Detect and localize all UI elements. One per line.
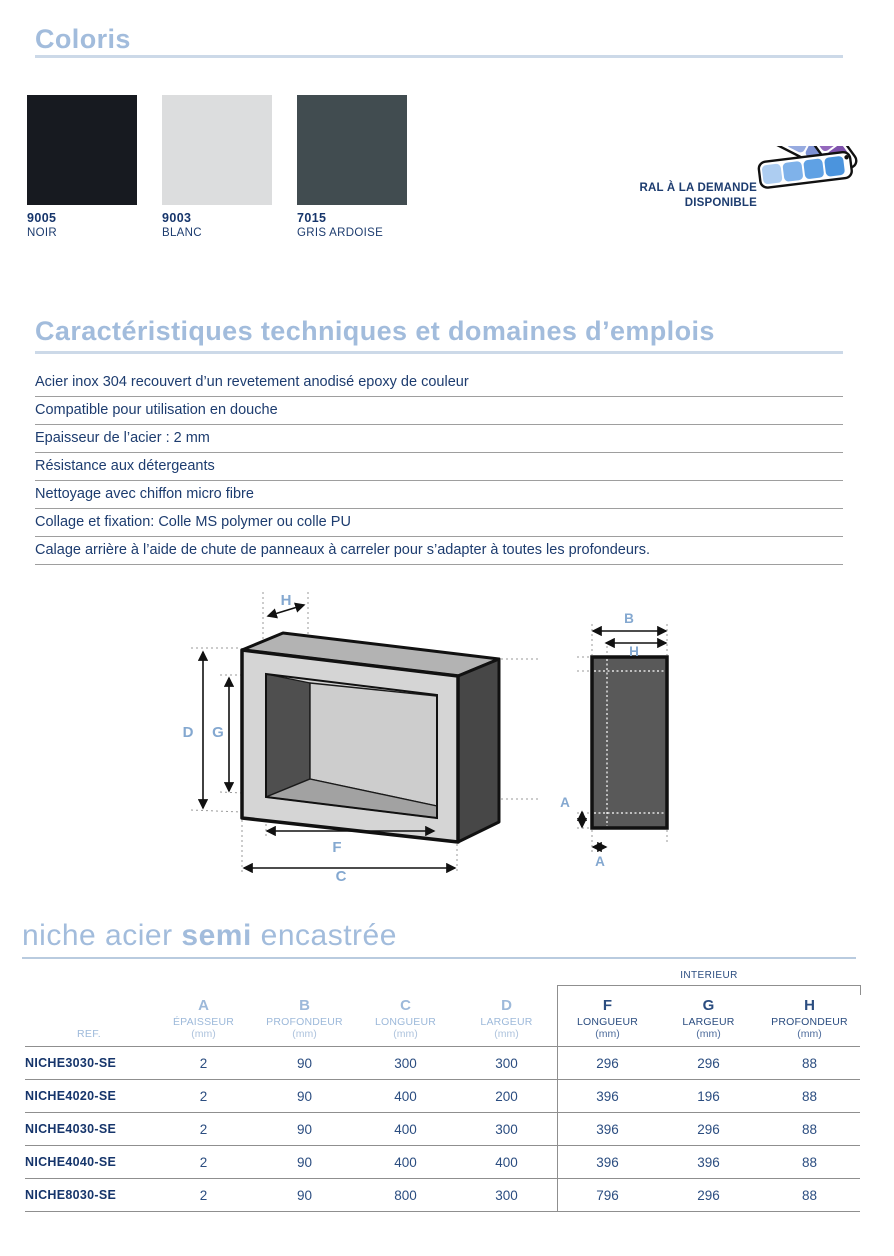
ral-note <box>639 181 757 210</box>
column-unit: (mm) <box>191 1028 216 1040</box>
column-header-a <box>153 988 254 1047</box>
color-name: BLANC <box>162 227 202 239</box>
column-header-c <box>355 988 456 1047</box>
color-fan-icon <box>757 146 862 246</box>
value-cell: 200 <box>456 1080 557 1113</box>
color-swatches <box>27 95 407 239</box>
dimensions-table <box>25 988 860 1212</box>
value-cell: 90 <box>254 1080 355 1113</box>
product-title-bold: semi <box>181 919 252 952</box>
value-cell: 296 <box>658 1113 759 1146</box>
dimension-label-c: C <box>335 868 347 885</box>
dimension-label-a-left: A <box>560 795 570 810</box>
column-letter: D <box>501 997 512 1014</box>
value-cell: 396 <box>557 1080 658 1113</box>
value-cell: 800 <box>355 1179 456 1212</box>
value-cell: 296 <box>658 1179 759 1212</box>
column-header-f <box>557 988 658 1047</box>
table-row <box>25 1113 860 1146</box>
color-swatch <box>297 95 407 239</box>
dimension-label-a-bottom: A <box>595 854 605 869</box>
column-letter: A <box>198 997 209 1014</box>
column-name: PROFONDEUR <box>266 1016 343 1028</box>
column-header-b <box>254 988 355 1047</box>
niche-3d-diagram <box>150 585 550 885</box>
feature-item: Collage et fixation: Colle MS polymer ou colle PU <box>35 509 843 537</box>
product-title-start: niche acier <box>22 919 182 952</box>
dimension-label-b: B <box>624 611 634 626</box>
column-letter: C <box>400 997 411 1014</box>
value-cell: 300 <box>456 1113 557 1146</box>
feature-item: Résistance aux détergeants <box>35 453 843 481</box>
value-cell: 88 <box>759 1080 860 1113</box>
color-code: 7015 <box>297 211 327 225</box>
color-swatch <box>27 95 137 239</box>
feature-item: Compatible pour utilisation en douche <box>35 397 843 425</box>
dimension-label-h-side: H <box>629 644 639 659</box>
value-cell: 90 <box>254 1047 355 1080</box>
product-title-end: encastrée <box>251 919 397 952</box>
value-cell: 396 <box>658 1146 759 1179</box>
value-cell: 90 <box>254 1179 355 1212</box>
column-name: LONGUEUR <box>576 1016 639 1028</box>
column-letter: H <box>804 997 815 1014</box>
value-cell: 88 <box>759 1047 860 1080</box>
dimension-label-f: F <box>332 839 342 856</box>
column-unit: (mm) <box>797 1028 822 1040</box>
ral-note-line1: RAL À LA DEMANDE <box>639 182 757 194</box>
ref-column-header: REF. <box>25 988 153 1047</box>
interior-group-label: INTERIEUR <box>680 970 738 981</box>
value-cell: 400 <box>355 1080 456 1113</box>
value-cell: 400 <box>355 1146 456 1179</box>
value-cell: 2 <box>153 1179 254 1212</box>
column-name: LARGEUR <box>480 1016 533 1028</box>
column-unit: (mm) <box>696 1028 721 1040</box>
column-letter: B <box>299 997 310 1014</box>
ral-note-line2: DISPONIBLE <box>684 196 757 209</box>
value-cell: 796 <box>557 1179 658 1212</box>
value-cell: 396 <box>557 1146 658 1179</box>
value-cell: 400 <box>355 1113 456 1146</box>
dimension-label-h: H <box>280 592 292 609</box>
color-box-7015 <box>297 95 407 205</box>
value-cell: 2 <box>153 1047 254 1080</box>
color-box-9003 <box>162 95 272 205</box>
value-cell: 196 <box>658 1080 759 1113</box>
column-name: PROFONDEUR <box>771 1016 848 1028</box>
value-cell: 90 <box>254 1113 355 1146</box>
column-unit: (mm) <box>393 1028 418 1040</box>
feature-item: Calage arrière à l’aide de chute de panneaux à carreler pour s’adapter à toutes les profondeurs. <box>35 537 843 565</box>
feature-item: Acier inox 304 recouvert d’un revetement anodisé epoxy de couleur <box>35 369 843 397</box>
feature-item: Nettoyage avec chiffon micro fibre <box>35 481 843 509</box>
value-cell: 300 <box>456 1047 557 1080</box>
coloris-heading: Coloris <box>35 24 843 58</box>
table-header-row <box>25 988 860 1047</box>
table-row <box>25 1080 860 1113</box>
column-name: LONGUEUR <box>374 1016 437 1028</box>
value-cell: 400 <box>456 1146 557 1179</box>
column-header-h <box>759 988 860 1047</box>
dimension-label-g: G <box>212 724 224 741</box>
color-code: 9003 <box>162 211 192 225</box>
niche-side-diagram <box>540 590 700 880</box>
color-name: NOIR <box>27 227 57 239</box>
ref-cell: NICHE4020-SE <box>25 1080 153 1113</box>
value-cell: 2 <box>153 1113 254 1146</box>
dimension-label-d: D <box>182 724 194 741</box>
value-cell: 300 <box>456 1179 557 1212</box>
value-cell: 396 <box>557 1113 658 1146</box>
column-header-d <box>456 988 557 1047</box>
column-name: LARGEUR <box>682 1016 735 1028</box>
value-cell: 90 <box>254 1146 355 1179</box>
value-cell: 88 <box>759 1179 860 1212</box>
color-box-9005 <box>27 95 137 205</box>
characteristics-heading: Caractéristiques techniques et domaines d’emplois <box>35 316 843 354</box>
value-cell: 88 <box>759 1146 860 1179</box>
column-letter: F <box>602 997 613 1014</box>
table-row <box>25 1146 860 1179</box>
table-row <box>25 1047 860 1080</box>
dimensions-table-section <box>25 968 870 1218</box>
ref-cell: NICHE3030-SE <box>25 1047 153 1080</box>
value-cell: 296 <box>557 1047 658 1080</box>
value-cell: 88 <box>759 1113 860 1146</box>
value-cell: 296 <box>658 1047 759 1080</box>
ref-cell: NICHE4030-SE <box>25 1113 153 1146</box>
product-title <box>22 918 856 959</box>
ref-cell: NICHE8030-SE <box>25 1179 153 1212</box>
column-unit: (mm) <box>292 1028 317 1040</box>
column-unit: (mm) <box>494 1028 519 1040</box>
ref-cell: NICHE4040-SE <box>25 1146 153 1179</box>
feature-list <box>35 369 843 565</box>
column-letter: G <box>702 997 715 1014</box>
color-swatch <box>162 95 272 239</box>
color-code: 9005 <box>27 211 57 225</box>
table-row <box>25 1179 860 1212</box>
column-unit: (mm) <box>595 1028 620 1040</box>
value-cell: 2 <box>153 1146 254 1179</box>
feature-item: Epaisseur de l’acier : 2 mm <box>35 425 843 453</box>
value-cell: 2 <box>153 1080 254 1113</box>
value-cell: 300 <box>355 1047 456 1080</box>
color-name: GRIS ARDOISE <box>297 227 384 239</box>
column-name: ÉPAISSEUR <box>172 1016 235 1028</box>
column-header-g <box>658 988 759 1047</box>
